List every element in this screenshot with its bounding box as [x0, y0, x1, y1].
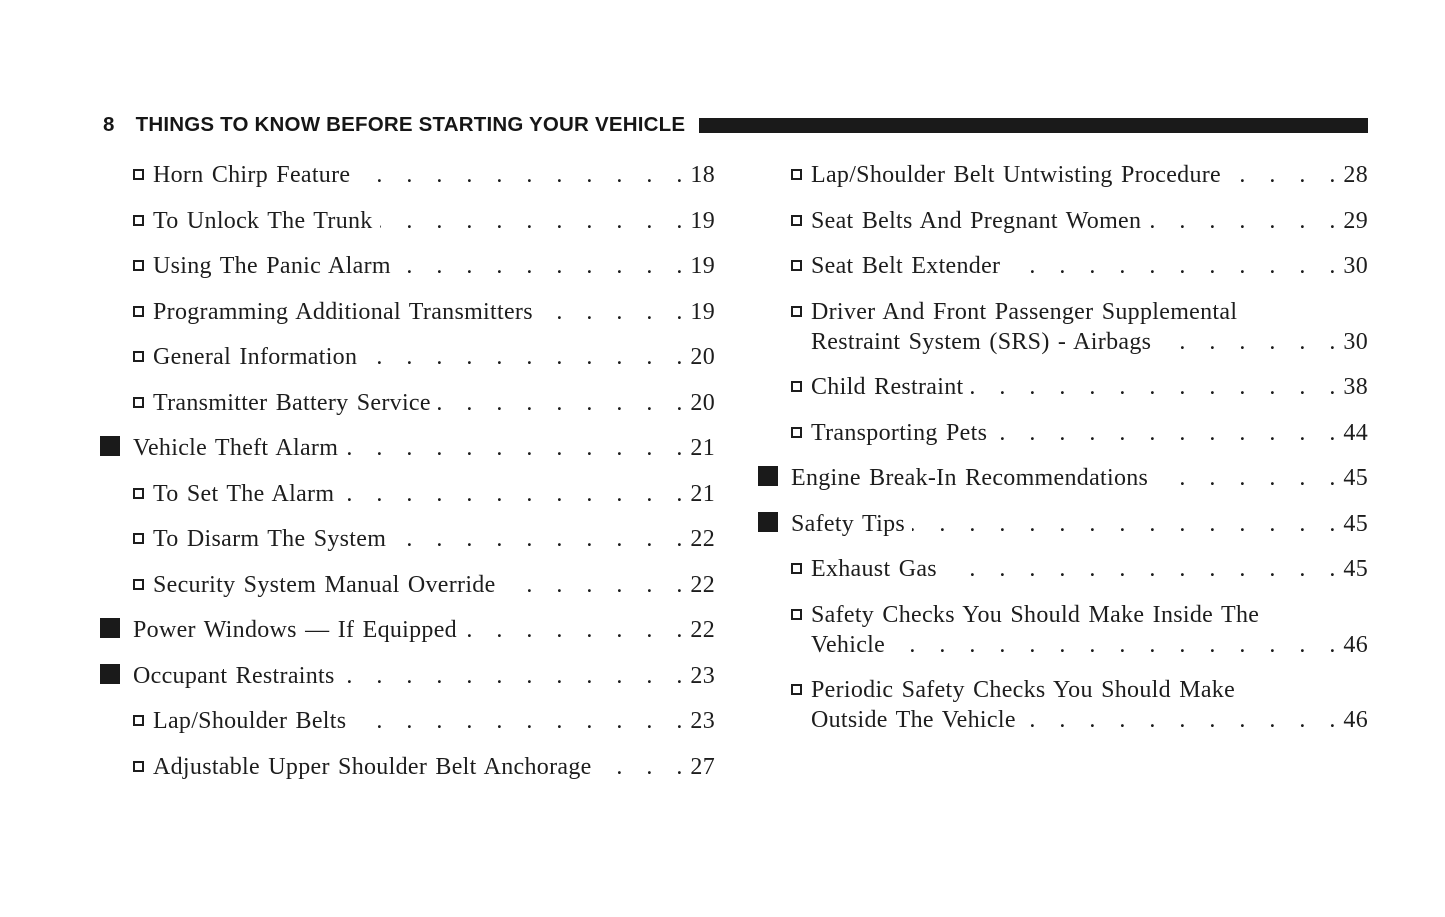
toc-entry-label: Security System Manual Override	[153, 571, 496, 598]
dot-leader	[599, 752, 691, 782]
toc-entry	[100, 524, 715, 554]
filled-square-icon	[100, 664, 120, 684]
toc-entry-page: 20	[690, 344, 715, 370]
filled-square-icon	[758, 512, 778, 532]
toc-entry-page: 30	[1343, 253, 1368, 279]
toc-entry	[100, 661, 715, 691]
dot-leader	[994, 418, 1343, 448]
toc-entry	[758, 297, 1368, 357]
dot-leader	[342, 661, 691, 691]
toc-entry-page: 22	[690, 617, 715, 643]
toc-entry-page: 22	[690, 571, 715, 598]
page-number: 8	[103, 113, 115, 136]
dot-leader	[1023, 705, 1344, 735]
toc-entry	[100, 706, 715, 736]
hollow-square-icon	[133, 260, 144, 271]
toc-entry-page: 19	[690, 207, 715, 234]
dot-leader	[1155, 463, 1343, 493]
toc-entry	[100, 206, 715, 236]
toc-entry-label: Seat Belt Extender	[811, 253, 1001, 279]
dot-leader	[1007, 251, 1343, 281]
toc-entry	[100, 433, 715, 463]
toc-entry	[758, 372, 1368, 402]
toc-entry-label: Using The Panic Alarm	[153, 253, 391, 279]
toc-entry-label: Vehicle Theft Alarm	[133, 435, 339, 461]
toc-entry-label: Seat Belts And Pregnant Women	[811, 207, 1142, 234]
toc-entry-page: 22	[690, 526, 715, 552]
page-title: THINGS TO KNOW BEFORE STARTING YOUR VEHICLE	[135, 113, 686, 136]
dot-leader	[1148, 206, 1343, 236]
toc-entry	[758, 160, 1368, 190]
toc-entry-page: 46	[1343, 707, 1368, 733]
toc-entry-label: Programming Additional Transmitters	[153, 298, 533, 325]
dot-leader	[341, 479, 690, 509]
hollow-square-icon	[133, 169, 144, 180]
toc-entry-page: 29	[1343, 207, 1368, 234]
toc-entry-label: Lap/Shoulder Belts	[153, 708, 347, 734]
toc-entry	[100, 297, 715, 327]
toc-entry-page: 45	[1343, 556, 1368, 582]
dot-leader	[380, 206, 691, 236]
toc-entry-label: Occupant Restraints	[133, 662, 335, 689]
dot-leader	[540, 297, 691, 327]
toc-entry-page: 23	[690, 708, 715, 734]
toc-entry-page: 38	[1343, 374, 1368, 400]
toc-entry-page: 27	[690, 753, 715, 780]
hollow-square-icon	[791, 215, 802, 226]
toc-entry-label: Adjustable Upper Shoulder Belt Anchorage	[153, 753, 592, 780]
toc-entry	[100, 342, 715, 372]
toc-entry-label: Safety Tips	[791, 510, 906, 537]
toc-entry	[100, 251, 715, 281]
toc-entry-page: 45	[1343, 465, 1368, 491]
toc-entry	[758, 675, 1368, 735]
hollow-square-icon	[133, 488, 144, 499]
toc-entry-page: 21	[690, 480, 715, 507]
hollow-square-icon	[791, 563, 802, 574]
toc-entry	[758, 509, 1368, 539]
filled-square-icon	[100, 436, 120, 456]
toc-entry-label: Safety Checks You Should Make Inside The	[811, 601, 1260, 628]
dot-leader	[971, 372, 1344, 402]
hollow-square-icon	[133, 397, 144, 408]
dot-leader	[345, 433, 690, 463]
toc-entry	[100, 388, 715, 418]
toc-entry-page: 44	[1343, 419, 1368, 446]
toc-entry-page: 19	[690, 253, 715, 279]
filled-square-icon	[758, 466, 778, 486]
hollow-square-icon	[791, 381, 802, 392]
hollow-square-icon	[133, 533, 144, 544]
toc-entry	[758, 206, 1368, 236]
dot-leader	[353, 706, 690, 736]
dot-leader	[464, 615, 690, 645]
toc-entry	[100, 160, 715, 190]
hollow-square-icon	[133, 215, 144, 226]
hollow-square-icon	[133, 351, 144, 362]
toc-entry-label-continued: Restraint System (SRS) - Airbags	[811, 328, 1152, 355]
toc-entry-label: Transporting Pets	[811, 419, 988, 446]
page-header	[103, 113, 1368, 137]
toc-entry-label: Exhaust Gas	[811, 556, 937, 582]
dot-leader	[398, 251, 691, 281]
toc-entry	[100, 570, 715, 600]
dot-leader	[912, 509, 1343, 539]
filled-square-icon	[100, 618, 120, 638]
dot-leader	[393, 524, 690, 554]
toc-entry-page: 45	[1343, 510, 1368, 537]
dot-leader	[503, 570, 691, 600]
toc-entry-page: 46	[1343, 631, 1368, 658]
toc-entry-label: Driver And Front Passenger Supplemental	[811, 298, 1238, 325]
toc-entry-page: 23	[690, 662, 715, 689]
toc-entry-label: Periodic Safety Checks You Should Make	[811, 677, 1236, 703]
dot-leader	[364, 342, 690, 372]
toc-entry	[758, 600, 1368, 660]
toc-entry-label: Horn Chirp Feature	[153, 162, 351, 188]
hollow-square-icon	[791, 427, 802, 438]
hollow-square-icon	[133, 715, 144, 726]
hollow-square-icon	[791, 169, 802, 180]
toc-entry-page: 21	[690, 435, 715, 461]
toc-entry	[100, 752, 715, 782]
toc-entry	[100, 615, 715, 645]
toc-entry-label-continued: Outside The Vehicle	[811, 707, 1016, 733]
toc-entry-page: 30	[1343, 328, 1368, 355]
toc-entry-label: Transmitter Battery Service	[153, 389, 431, 416]
toc-entry-label-continued: Vehicle	[811, 631, 886, 658]
toc-entry-page: 19	[690, 298, 715, 325]
hollow-square-icon	[133, 579, 144, 590]
toc-entry-label: Engine Break-In Recommendations	[791, 465, 1149, 491]
toc-column-left	[100, 160, 715, 797]
toc-entry-page: 18	[690, 162, 715, 188]
toc-column-right	[758, 160, 1368, 751]
toc-entry-label: Child Restraint	[811, 374, 964, 400]
dot-leader	[892, 630, 1343, 660]
toc-entry-label: To Set The Alarm	[153, 480, 335, 507]
toc-entry-page: 28	[1343, 162, 1368, 188]
toc-entry-label: To Disarm The System	[153, 526, 387, 552]
hollow-square-icon	[791, 609, 802, 620]
hollow-square-icon	[791, 260, 802, 271]
toc-entry-label: Lap/Shoulder Belt Untwisting Procedure	[811, 162, 1222, 188]
toc-entry-label: General Information	[153, 344, 358, 370]
toc-entry	[758, 463, 1368, 493]
dot-leader	[357, 160, 690, 190]
toc-entry	[758, 418, 1368, 448]
toc-entry-label: Power Windows — If Equipped	[133, 617, 457, 643]
toc-entry-label: To Unlock The Trunk	[153, 207, 373, 234]
toc-entry-page: 20	[690, 389, 715, 416]
toc-entry	[100, 479, 715, 509]
hollow-square-icon	[133, 306, 144, 317]
dot-leader	[1228, 160, 1343, 190]
dot-leader	[438, 388, 691, 418]
dot-leader	[944, 554, 1343, 584]
toc-entry	[758, 554, 1368, 584]
hollow-square-icon	[133, 761, 144, 772]
hollow-square-icon	[791, 306, 802, 317]
hollow-square-icon	[791, 684, 802, 695]
toc-entry	[758, 251, 1368, 281]
dot-leader	[1158, 327, 1343, 357]
header-bar	[699, 118, 1368, 133]
